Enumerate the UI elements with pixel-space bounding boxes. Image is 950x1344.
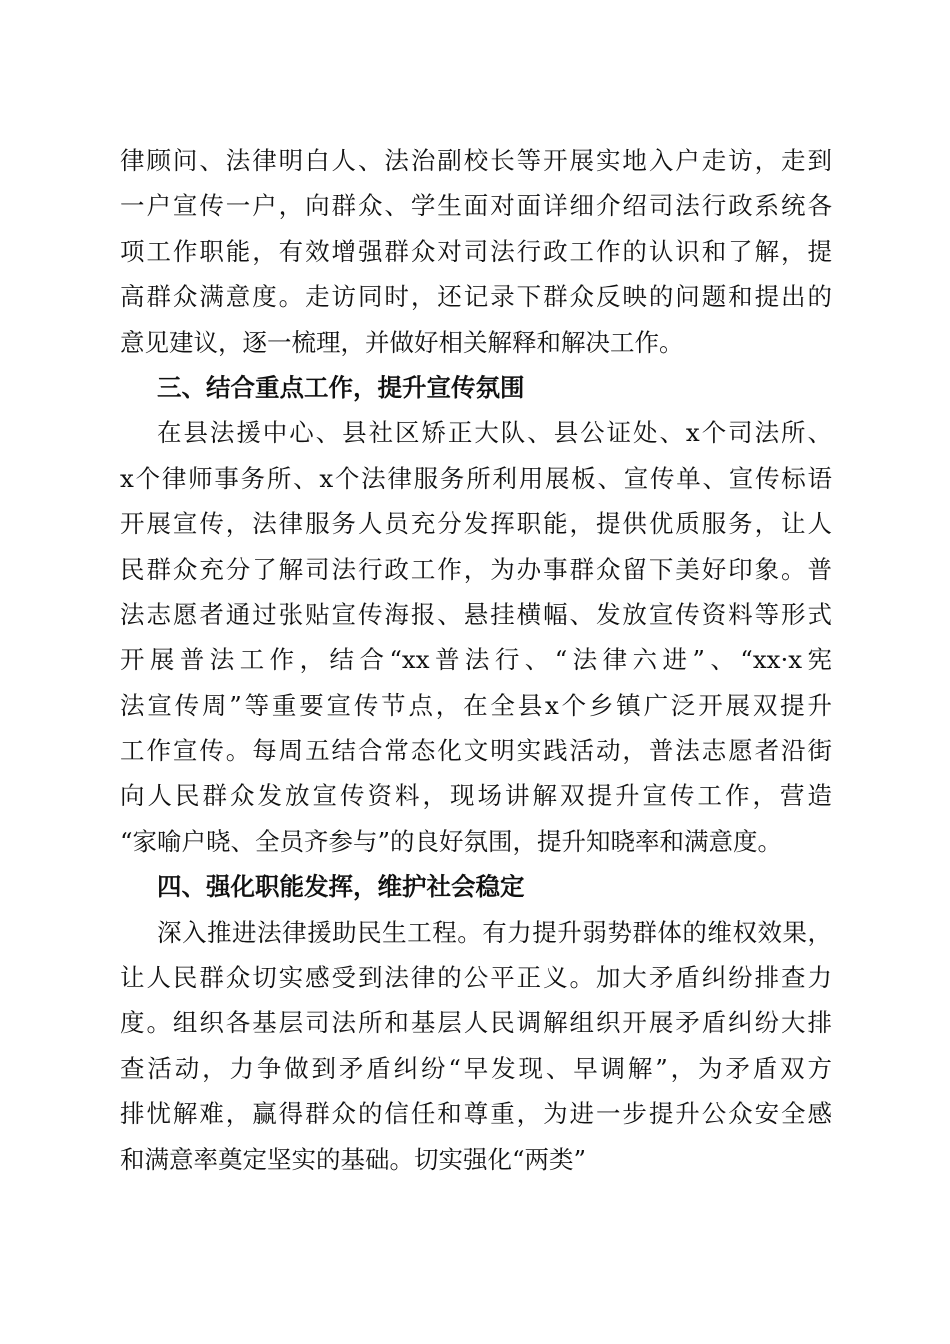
body-line: 律顾问、法律明白人、法治副校长等开展实地入户走访，走到 — [120, 146, 832, 175]
body-line: 工作宣传。每周五结合常态化文明实践活动，普法志愿者沿街 — [120, 736, 832, 766]
body-line: x个律师事务所、x个法律服务所利用展板、宣传单、宣传标语 — [120, 463, 832, 493]
body-line: 意见建议，逐一梳理，并做好相关解释和解决工作。 — [120, 327, 684, 357]
body-line: 在县法援中心、县社区矫正大队、县公证处、x个司法所、 — [157, 418, 832, 448]
body-line: 法志愿者通过张贴宣传海报、悬挂横幅、发放宣传资料等形式 — [120, 599, 832, 629]
body-line: 一户宣传一户，向群众、学生面对面详细介绍司法行政系统各 — [120, 191, 832, 221]
section-heading-4: 四、强化职能发挥，维护社会稳定 — [157, 872, 525, 902]
body-line: 高群众满意度。走访同时，还记录下群众反映的问题和提出的 — [120, 282, 832, 312]
body-line: 法宣传周”等重要宣传节点，在全县x个乡镇广泛开展双提升 — [120, 690, 832, 720]
body-line: 开展普法工作，结合“xx普法行、“法律六进”、“xx·x宪 — [120, 645, 832, 675]
body-line: 项工作职能，有效增强群众对司法行政工作的认识和了解，提 — [120, 236, 832, 266]
body-line: 深入推进法律援助民生工程。有力提升弱势群体的维权效果， — [157, 917, 832, 947]
body-line: 度。组织各基层司法所和基层人民调解组织开展矛盾纠纷大排 — [120, 1008, 832, 1038]
body-line: 开展宣传，法律服务人员充分发挥职能，提供优质服务，让人 — [120, 509, 832, 539]
body-line: 让人民群众切实感受到法律的公平正义。加大矛盾纠纷排查力 — [120, 963, 832, 993]
body-line: “家喻户晓、全员齐参与”的良好氛围，提升知晓率和满意度。 — [120, 826, 783, 856]
document-body — [120, 138, 832, 1182]
section-heading-3: 三、结合重点工作，提升宣传氛围 — [157, 372, 525, 402]
body-line: 和满意率奠定坚实的基础。切实强化“两类” — [120, 1144, 587, 1174]
body-line: 民群众充分了解司法行政工作，为办事群众留下美好印象。普 — [120, 554, 832, 584]
body-line: 排忧解难，赢得群众的信任和尊重，为进一步提升公众安全感 — [120, 1099, 832, 1129]
body-line: 查活动，力争做到矛盾纠纷“早发现、早调解”，为矛盾双方 — [120, 1053, 832, 1083]
body-line: 向人民群众发放宣传资料，现场讲解双提升宣传工作，营造 — [120, 781, 832, 811]
